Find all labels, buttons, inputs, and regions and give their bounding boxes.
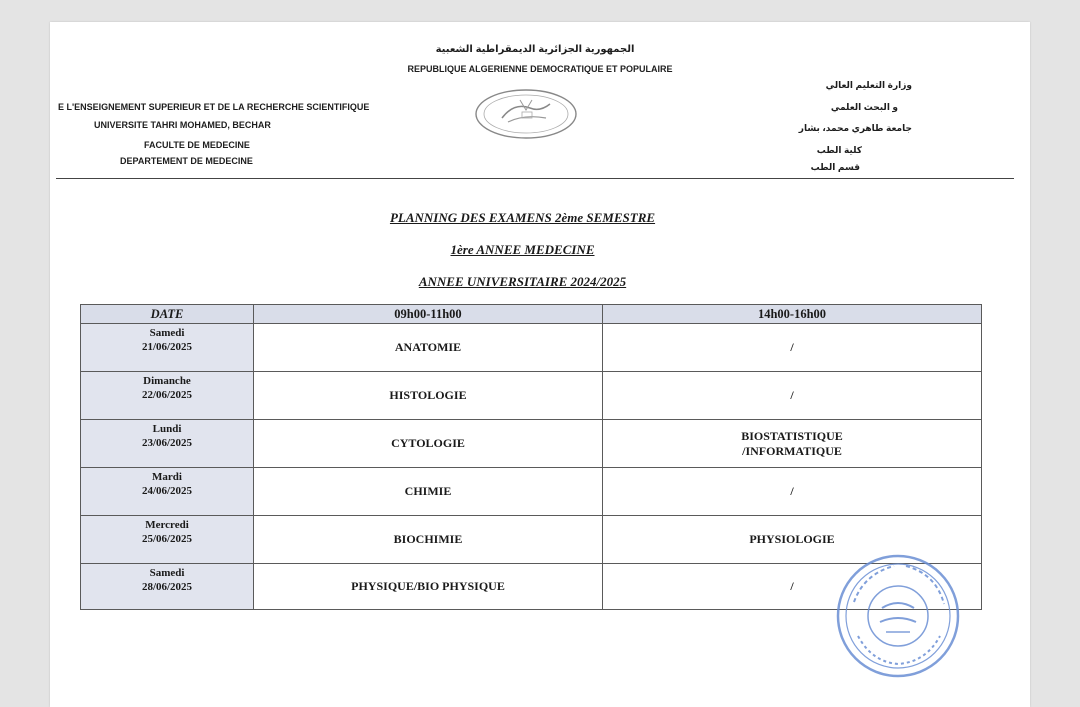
afternoon-exam-cell: / — [603, 564, 982, 610]
planning-title: PLANNING DES EXAMENS 2ème SEMESTRE — [389, 210, 656, 225]
arabic-ministry-line-1: وزارة التعليم العالي — [825, 80, 912, 90]
date-cell — [81, 420, 254, 468]
morning-exam-cell: CYTOLOGIE — [254, 420, 603, 468]
table-row — [81, 324, 982, 372]
day-name: Mardi — [152, 471, 182, 483]
header-divider — [56, 178, 1014, 179]
university-logo-seal — [474, 88, 578, 140]
morning-exam-cell: BIOCHIMIE — [254, 516, 603, 564]
arabic-faculty-name: كلية الطب — [816, 145, 862, 155]
academic-year-title: ANNEE UNIVERSITAIRE 2024/2025 — [418, 274, 627, 289]
morning-exam-cell: ANATOMIE — [254, 324, 603, 372]
date-value: 25/06/2025 — [141, 533, 193, 545]
afternoon-exam-cell: / — [603, 468, 982, 516]
date-value: 28/06/2025 — [141, 581, 193, 593]
table-row — [81, 420, 982, 468]
morning-exam-cell: HISTOLOGIE — [254, 372, 603, 420]
department-stamp — [834, 552, 962, 680]
date-value: 22/06/2025 — [141, 389, 193, 401]
afternoon-exam-cell: / — [603, 324, 982, 372]
afternoon-exam-cell: / — [603, 372, 982, 420]
day-name: Dimanche — [143, 375, 191, 387]
date-cell — [81, 372, 254, 420]
arabic-university-name: جامعة طاهري محمد، بشار — [798, 123, 912, 133]
date-value: 23/06/2025 — [141, 437, 193, 449]
department-name: DEPARTEMENT DE MEDECINE — [120, 156, 253, 166]
table-header-row — [81, 305, 982, 324]
arabic-department-name: قسم الطب — [810, 162, 860, 172]
morning-exam-cell: CHIMIE — [254, 468, 603, 516]
document-page — [50, 22, 1030, 707]
ministry-name: E L'ENSEIGNEMENT SUPERIEUR ET DE LA RECHERCHE SCIENTIFIQUE — [58, 102, 370, 112]
afternoon-exam-cell: BIOSTATISTIQUE /INFORMATIQUE — [603, 420, 982, 468]
faculty-name: FACULTE DE MEDECINE — [144, 140, 250, 150]
date-column-header: DATE — [81, 305, 254, 324]
morning-column-header: 09h00-11h00 — [254, 305, 603, 324]
day-name: Samedi — [149, 327, 185, 339]
table-row — [81, 372, 982, 420]
afternoon-column-header: 14h00-16h00 — [603, 305, 982, 324]
day-name: Lundi — [152, 423, 182, 435]
date-cell — [81, 468, 254, 516]
day-name: Samedi — [149, 567, 185, 579]
day-name: Mercredi — [145, 519, 189, 531]
date-cell — [81, 564, 254, 610]
arabic-republic-title: الجمهورية الجزائرية الديمقراطية الشعبية — [435, 44, 635, 55]
republic-title: REPUBLIQUE ALGERIENNE DEMOCRATIQUE ET POPULAIRE — [407, 64, 673, 74]
afternoon-exam-cell: PHYSIOLOGIE — [603, 516, 982, 564]
arabic-ministry-line-2: و البحث العلمي — [830, 102, 898, 112]
morning-exam-cell: PHYSIQUE/BIO PHYSIQUE — [254, 564, 603, 610]
university-name: UNIVERSITE TAHRI MOHAMED, BECHAR — [94, 120, 271, 130]
table-row — [81, 468, 982, 516]
date-cell — [81, 324, 254, 372]
date-value: 21/06/2025 — [141, 341, 193, 353]
year-title: 1ère ANNEE MEDECINE — [450, 242, 595, 257]
date-cell — [81, 516, 254, 564]
date-value: 24/06/2025 — [141, 485, 193, 497]
